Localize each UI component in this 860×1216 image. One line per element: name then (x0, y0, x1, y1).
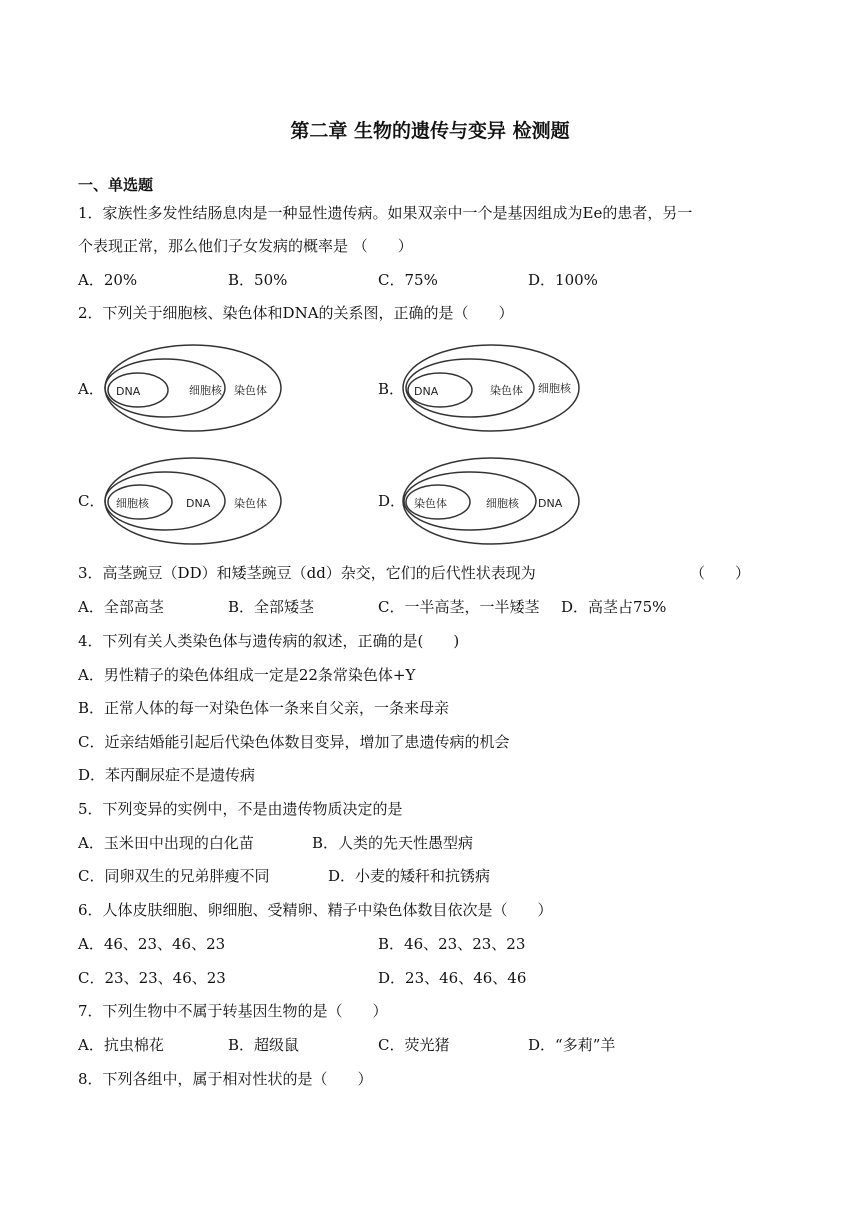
q3-answer-paren: （ ） (690, 564, 751, 582)
q7-option-c: C．荧光猪 (378, 1036, 450, 1054)
q3-option-c: C．一半高茎，一半矮茎 (378, 598, 540, 616)
q4-option-a: A．男性精子的染色体组成一定是22条常染色体+Y (78, 666, 416, 684)
q2-diagram-d-label: D． (378, 492, 406, 510)
q2-b-middle-label: 染色体 (490, 384, 523, 397)
q2-diagram-c (102, 455, 284, 547)
q2-diagram-b-label: B． (378, 380, 405, 398)
q2-diagram-a-label: A． (78, 380, 104, 398)
q3-option-b: B．全部矮茎 (228, 598, 315, 616)
page-title: 第二章 生物的遗传与变异 检测题 (290, 120, 570, 142)
q2-diagram-b (400, 342, 582, 434)
q5-option-c: C．同卵双生的兄弟胖瘦不同 (78, 867, 270, 885)
q4-option-c: C．近亲结婚能引起后代染色体数目变异，增加了患遗传病的机会 (78, 733, 510, 751)
q2-diagram-a (102, 342, 284, 434)
q4-option-b: B．正常人体的每一对染色体一条来自父亲，一条来母亲 (78, 699, 450, 717)
q2-a-middle-label: 细胞核 (189, 384, 222, 397)
q5-option-a: A．玉米田中出现的白化苗 (78, 834, 254, 852)
q3-stem: 3．高茎豌豆（DD）和矮茎豌豆（dd）杂交，它们的后代性状表现为 (78, 564, 536, 582)
section-heading: 一、单选题 (78, 176, 154, 194)
q4-option-d: D．苯丙酮尿症不是遗传病 (78, 766, 256, 784)
q2-c-middle-label: DNA (186, 497, 211, 510)
q2-d-middle-label: 细胞核 (486, 497, 519, 510)
q1-option-c: C．75% (378, 271, 438, 289)
q3-option-d: D．高茎占75% (561, 598, 667, 616)
q2-diagram-d (400, 455, 582, 547)
q6-option-a: A．46、23、46、23 (78, 935, 226, 953)
q7-option-d: D．“多莉”羊 (528, 1036, 616, 1054)
q1-stem-line2: 个表现正常，那么他们子女发病的概率是 （ ） (78, 237, 413, 255)
q2-c-outer-label: 染色体 (234, 497, 267, 510)
q2-stem: 2．下列关于细胞核、染色体和DNA的关系图，正确的是（ ） (78, 304, 514, 322)
q1-option-a: A．20% (78, 271, 138, 289)
q1-option-d: D．100% (528, 271, 598, 289)
q1-option-b: B．50% (228, 271, 288, 289)
q2-d-inner-label: 染色体 (414, 497, 447, 510)
q6-option-d: D．23、46、46、46 (378, 969, 527, 987)
q8-stem: 8．下列各组中，属于相对性状的是（ ） (78, 1070, 373, 1088)
q7-option-a: A．抗虫棉花 (78, 1036, 164, 1054)
q5-stem: 5．下列变异的实例中，不是由遗传物质决定的是 (78, 800, 403, 818)
q3-option-a: A．全部高茎 (78, 598, 164, 616)
q2-b-outer-label: 细胞核 (538, 382, 571, 395)
q7-option-b: B．超级鼠 (228, 1036, 300, 1054)
q6-option-c: C．23、23、46、23 (78, 969, 226, 987)
q6-option-b: B．46、23、23、23 (378, 935, 526, 953)
q2-d-outer-label: DNA (538, 497, 563, 510)
q2-a-outer-label: 染色体 (234, 384, 267, 397)
q2-a-inner-label: DNA (116, 385, 141, 398)
q5-option-b: B．人类的先天性愚型病 (312, 834, 474, 852)
q4-stem: 4．下列有关人类染色体与遗传病的叙述，正确的是( ) (78, 632, 460, 650)
q2-b-inner-label: DNA (414, 385, 439, 398)
q2-c-inner-label: 细胞核 (116, 497, 149, 510)
q2-diagram-c-label: C． (78, 492, 105, 510)
q1-stem-line1: 1．家族性多发性结肠息肉是一种显性遗传病。如果双亲中一个是基因组成为Ee的患者，另一 (78, 204, 693, 222)
q7-stem: 7．下列生物中不属于转基因生物的是（ ） (78, 1002, 388, 1020)
q6-stem: 6．人体皮肤细胞、卵细胞、受精卵、精子中染色体数目依次是（ ） (78, 901, 553, 919)
q5-option-d: D．小麦的矮秆和抗锈病 (328, 867, 491, 885)
